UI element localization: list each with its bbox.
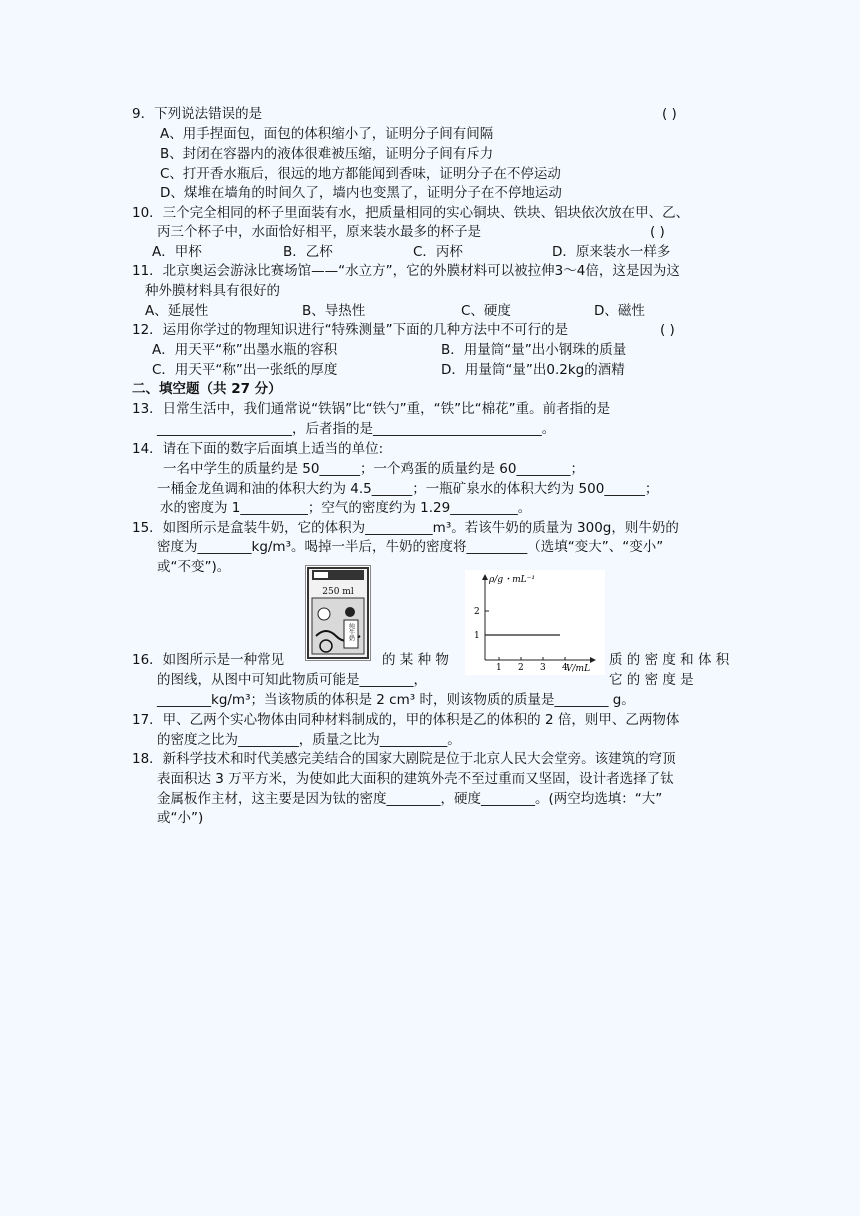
graph-ytick-1: 1 bbox=[474, 631, 480, 641]
milk-carton-image bbox=[305, 565, 371, 661]
q9-answer-paren: ( ) bbox=[662, 106, 677, 122]
density-volume-graph bbox=[465, 570, 605, 675]
q11-option-a: A、延展性 bbox=[145, 303, 209, 319]
q18-line3: 金属板作主材，这主要是因为钛的密度________，硬度________。(两空均选填：“大” bbox=[157, 791, 663, 807]
q12-stem: 12．运用你学过的物理知识进行“特殊测量”下面的几种方法中不可行的是 bbox=[132, 322, 569, 338]
q14-line2: 一名中学生的质量约是 50______；一个鸡蛋的质量约是 60________； bbox=[163, 461, 584, 477]
q15-line3: 或“不变”)。 bbox=[157, 559, 231, 575]
q12-option-c: C．用天平“称”出一张纸的厚度 bbox=[152, 362, 338, 378]
q17-line1: 17．甲、乙两个实心物体由同种材料制成的，甲的体积是乙的体积的 2 倍，则甲、乙两物体 bbox=[132, 712, 680, 728]
q12-answer-paren: ( ) bbox=[660, 322, 675, 338]
q18-line1: 18．新科学技术和时代美感完美结合的国家大剧院是位于北京人民大会堂旁。该建筑的穹顶 bbox=[132, 751, 676, 767]
q11-line1: 11．北京奥运会游泳比赛场馆——“水立方”，它的外膜材料可以被拉伸3～4倍，这是因为这 bbox=[132, 263, 680, 279]
graph-x-arrow bbox=[590, 657, 596, 663]
q13-line2: ____________________，后者指的是_________________________。 bbox=[157, 421, 556, 437]
q9-option-c: C、打开香水瓶后，很远的地方都能闻到香味，证明分子在不停运动 bbox=[160, 166, 561, 182]
q11-option-b: B、导热性 bbox=[302, 303, 366, 319]
q9-option-d: D、煤堆在墙角的时间久了，墙内也变黑了，证明分子在不停地运动 bbox=[160, 185, 562, 201]
q10-option-b: B．乙杯 bbox=[283, 244, 333, 260]
graph-xtick-1: 1 bbox=[496, 663, 502, 673]
q14-line4: 水的密度为 1__________；空气的密度约为 1.29__________。 bbox=[160, 500, 532, 516]
q16-seg3: 质 的 密 度 和 体 积 bbox=[609, 652, 730, 668]
q18-line4: 或“小”) bbox=[157, 810, 204, 826]
q16-seg1: 16．如图所示是一种常见 bbox=[132, 652, 285, 668]
q12-option-b: B．用量筒“量”出小钢珠的质量 bbox=[441, 342, 627, 358]
milk-brand-label: 纯牛奶 bbox=[347, 623, 355, 641]
q16-seg2: 的 某 种 物 bbox=[382, 652, 449, 668]
graph-xtick-3: 3 bbox=[540, 663, 546, 673]
q11-option-c: C、硬度 bbox=[461, 303, 511, 319]
section-heading-fill-blank: 二、填空题（共 27 分） bbox=[132, 381, 282, 397]
q9-stem: 9．下列说法错误的是 bbox=[132, 106, 263, 122]
q10-answer-paren: ( ) bbox=[650, 224, 665, 240]
q9-option-b: B、封闭在容器内的液体很难被压缩，证明分子间有斥力 bbox=[160, 146, 494, 162]
q18-line2: 表面积达 3 万平方米，为使如此大面积的建筑外壳不至过重而又坚固，设计者选择了钛 bbox=[157, 771, 674, 787]
q10-option-c: C．丙杯 bbox=[413, 244, 463, 260]
q12-option-a: A．用天平“称”出墨水瓶的容积 bbox=[152, 342, 338, 358]
graph-xtick-2: 2 bbox=[518, 663, 524, 673]
q17-line2: 的密度之比为_________，质量之比为__________。 bbox=[157, 732, 461, 748]
q10-option-d: D．原来装水一样多 bbox=[552, 244, 671, 260]
graph-xtick-4: 4 bbox=[562, 663, 568, 673]
graph-ytick-2: 2 bbox=[474, 607, 480, 617]
q15-line1: 15．如图所示是盒装牛奶，它的体积为__________m³。若该牛奶的质量为 300g，则牛奶的 bbox=[132, 520, 679, 536]
graph-y-arrow bbox=[482, 574, 488, 580]
q10-line2: 丙三个杯子中，水面恰好相平，原来装水最多的杯子是 bbox=[157, 224, 481, 240]
q9-option-a: A、用手捏面包，面包的体积缩小了，证明分子间有间隔 bbox=[160, 126, 494, 142]
graph-y-label: ρ/g・mL⁻¹ bbox=[489, 575, 535, 585]
graph-x-label: V/mL bbox=[566, 664, 591, 674]
q10-option-a: A．甲杯 bbox=[152, 244, 202, 260]
q12-option-d: D．用量筒“量”出0.2kg的酒精 bbox=[441, 362, 625, 378]
q11-line2: 种外膜材料具有很好的 bbox=[145, 283, 280, 299]
q16-line2a: 的图线，从图中可知此物质可能是________， bbox=[157, 672, 427, 688]
q10-line1: 10．三个完全相同的杯子里面装有水，把质量相同的实心铜块、铁块、铝块依次放在甲、乙、 bbox=[132, 205, 690, 221]
milk-volume-label: 250 ml bbox=[322, 587, 354, 597]
q14-line1: 14．请在下面的数字后面填上适当的单位: bbox=[132, 441, 384, 457]
q13-line1: 13．日常生活中，我们通常说“铁锅”比“铁勺”重，“铁”比“棉花”重。前者指的是 bbox=[132, 401, 611, 417]
q16-line3: ________kg/m³；当该物质的体积是 2 cm³ 时，则该物质的质量是________ g。 bbox=[157, 692, 635, 708]
q14-line3: 一桶金龙鱼调和油的体积大约为 4.5______；一瓶矿泉水的体积大约为 500______； bbox=[157, 481, 659, 497]
q16-line2b: 它 的 密 度 是 bbox=[609, 672, 694, 688]
q15-line2: 密度为________kg/m³。喝掉一半后，牛奶的密度将_________（选填“变大”、“变小” bbox=[157, 539, 664, 555]
q11-option-d: D、磁性 bbox=[594, 303, 645, 319]
